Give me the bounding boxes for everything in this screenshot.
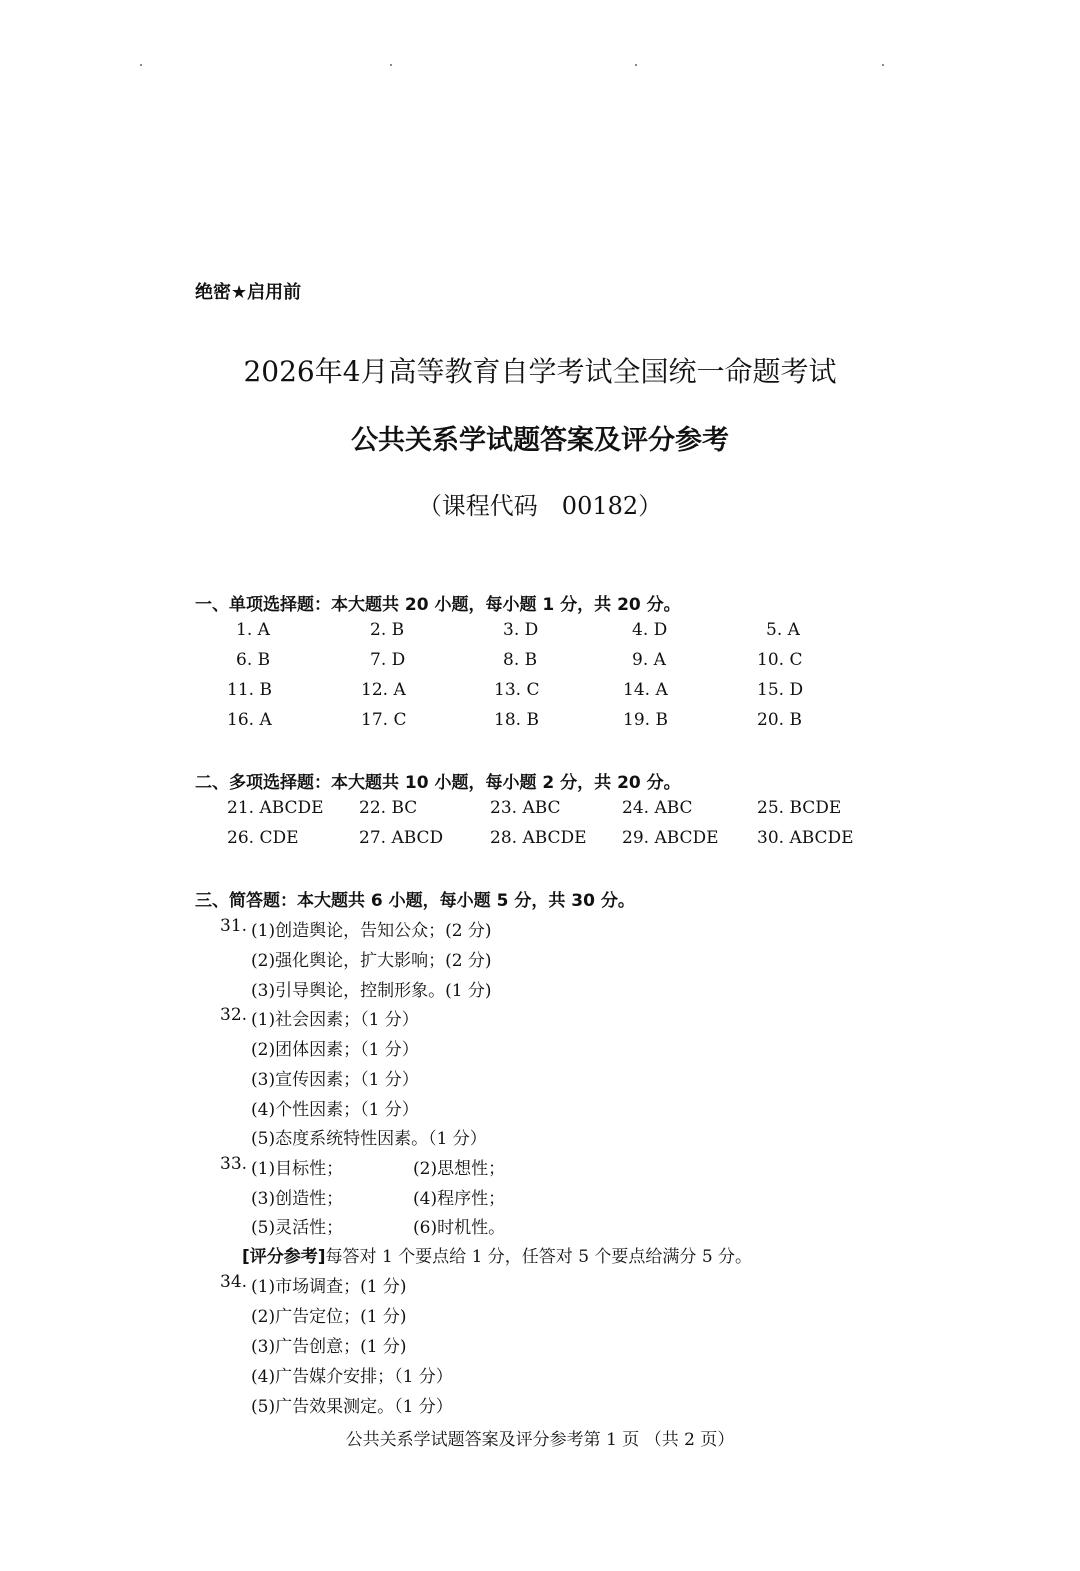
answer-item: 25. BCDE (757, 798, 842, 818)
course-code: （课程代码 00182） (417, 492, 663, 520)
answer-line: (5)灵活性； (251, 1218, 344, 1238)
answer-line: (2)广告定位；(1 分) (251, 1307, 407, 1327)
answer-item: 24. ABC (622, 798, 693, 818)
question-number: 31. (220, 916, 248, 936)
section-3-heading: 三、简答题：本大题共 6 小题，每小题 5 分，共 30 分。 (195, 891, 635, 911)
answer-item: 22. BC (359, 798, 418, 818)
answer-item: 29. ABCDE (622, 828, 719, 848)
answer-item: 13. C (494, 680, 540, 700)
answer-item: 11. B (227, 680, 272, 700)
answer-item: 20. B (757, 710, 802, 730)
answer-line: (2)思想性； (413, 1159, 506, 1179)
section-2-heading: 二、多项选择题：本大题共 10 小题，每小题 2 分，共 20 分。 (195, 773, 681, 793)
answer-item: 30. ABCDE (757, 828, 854, 848)
section-1-heading: 一、单项选择题：本大题共 20 小题，每小题 1 分，共 20 分。 (195, 595, 681, 615)
answer-item: 19. B (623, 710, 668, 730)
answer-line: (1)市场调查；(1 分) (251, 1277, 407, 1297)
scan-speck (882, 64, 884, 66)
answer-item: 2. B (370, 620, 405, 640)
exam-title: 2026年4月高等教育自学考试全国统一命题考试 (243, 355, 837, 388)
answer-line: (2)强化舆论，扩大影响；(2 分) (251, 951, 492, 971)
answer-line: (3)创造性； (251, 1189, 344, 1209)
answer-line: (4)个性因素；（1 分） (251, 1100, 419, 1120)
answer-line: (1)社会因素；（1 分） (251, 1010, 419, 1030)
answer-item: 14. A (623, 680, 668, 700)
page-footer: 公共关系学试题答案及评分参考第 1 页 （共 2 页） (345, 1430, 735, 1450)
answer-item: 8. B (503, 650, 538, 670)
answer-line: (4)广告媒介安排；（1 分） (251, 1367, 453, 1387)
answer-item: 10. C (757, 650, 803, 670)
answer-line: (3)引导舆论，控制形象。(1 分) (251, 981, 492, 1001)
answer-line: (5)广告效果测定。（1 分） (251, 1397, 453, 1417)
answer-line: (2)团体因素；（1 分） (251, 1040, 419, 1060)
answer-line: (5)态度系统特性因素。（1 分） (251, 1129, 487, 1149)
question-number: 33. (220, 1154, 248, 1174)
answer-line: (4)程序性； (413, 1189, 506, 1209)
answer-line: (6)时机性。 (413, 1218, 506, 1238)
answer-item: 5. A (766, 620, 800, 640)
answer-line: (3)广告创意；(1 分) (251, 1337, 407, 1357)
scoring-text: 每答对 1 个要点给 1 分，任答对 5 个要点给满分 5 分。 (325, 1247, 753, 1267)
answer-line: (1)创造舆论，告知公众；(2 分) (251, 921, 492, 941)
answer-item: 9. A (632, 650, 666, 670)
scan-speck (390, 64, 392, 66)
scan-speck (140, 64, 142, 66)
answer-item: 28. ABCDE (490, 828, 587, 848)
confidential-label: 绝密★启用前 (195, 282, 302, 303)
scoring-label: [评分参考] (242, 1247, 326, 1267)
answer-item: 17. C (361, 710, 407, 730)
answer-item: 21. ABCDE (227, 798, 324, 818)
question-number: 34. (220, 1272, 248, 1292)
answer-item: 6. B (236, 650, 271, 670)
subject-title: 公共关系学试题答案及评分参考 (351, 425, 729, 456)
answer-item: 26. CDE (227, 828, 299, 848)
answer-item: 27. ABCD (359, 828, 444, 848)
answer-line: (1)目标性； (251, 1159, 344, 1179)
scoring-note (242, 1242, 752, 1267)
answer-item: 4. D (632, 620, 668, 640)
answer-line: (3)宣传因素；（1 分） (251, 1070, 419, 1090)
answer-item: 23. ABC (490, 798, 561, 818)
answer-item: 15. D (757, 680, 804, 700)
answer-item: 3. D (503, 620, 539, 640)
answer-item: 12. A (361, 680, 406, 700)
answer-item: 7. D (370, 650, 406, 670)
answer-item: 18. B (494, 710, 539, 730)
scan-speck (635, 64, 637, 66)
question-number: 32. (220, 1005, 248, 1025)
answer-item: 16. A (227, 710, 272, 730)
answer-item: 1. A (236, 620, 270, 640)
